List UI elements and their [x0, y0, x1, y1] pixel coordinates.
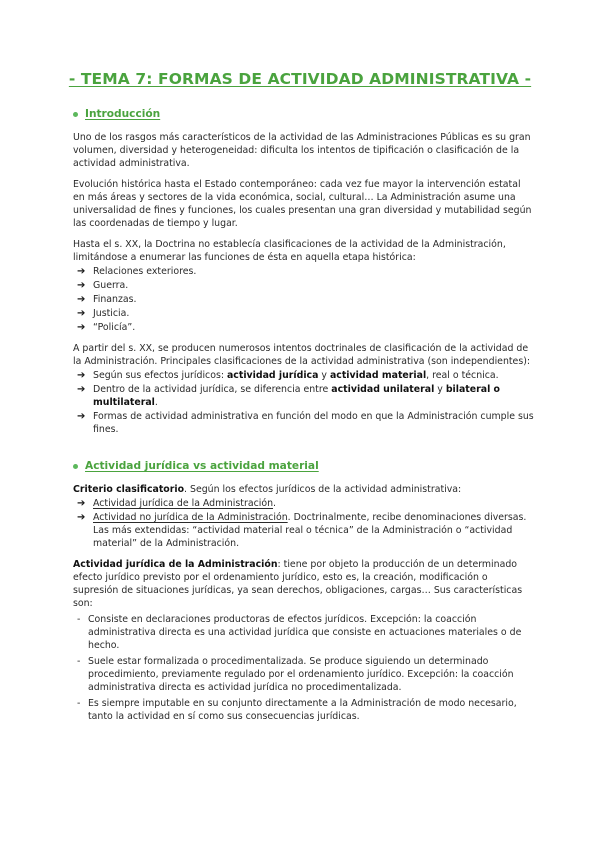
paragraph: A partir del s. XX, se producen numerosos intentos doctrinales de clasificación de la actividad de la Administración. Principales clasificaciones de la actividad administrativa (son independientes): [73, 343, 531, 367]
list-item: ➔ Finanzas. [77, 294, 137, 305]
classifications-list [73, 369, 535, 436]
list-item: - Es siempre imputable en su conjunto directamente a la Administración de modo necesario, tanto la actividad en sí como sus consecuencias jurídicas. [77, 698, 517, 722]
list-item: ➔ “Policía”. [77, 322, 136, 333]
list-item: ➔ Dentro de la actividad jurídica, se diferencia entre actividad unilateral y bilateral o multilateral. [77, 384, 500, 408]
arrow-right-icon: ➔ [77, 384, 86, 395]
arrow-right-icon: ➔ [77, 294, 86, 305]
section-heading-actividad [73, 460, 535, 473]
document-body [73, 108, 535, 731]
list-item: ➔ Actividad jurídica de la Administración. [77, 498, 276, 509]
arrow-right-icon: ➔ [77, 280, 86, 291]
paragraph: Actividad jurídica de la Administración: tiene por objeto la producción de un determinado efecto jurídico previsto por el ordenamiento jurídico, esto es, la creación, modificación o supresión de situaciones jurídicas, ya sean derechos, obligaciones, cargas… Sus características son: [73, 559, 523, 609]
features-list [73, 613, 535, 723]
list-item: - Consiste en declaraciones productoras de efectos jurídicos. Excepción: la coacción administrativa directa es una actividad jurídica que consiste en actuaciones materiales o de hecho. [77, 614, 522, 651]
functions-list [73, 265, 535, 334]
arrow-right-icon: ➔ [77, 266, 86, 277]
arrow-right-icon: ➔ [77, 512, 86, 523]
arrow-right-icon: ➔ [77, 370, 86, 381]
section-heading-label: Introducción [85, 108, 161, 120]
arrow-right-icon: ➔ [77, 308, 86, 319]
arrow-right-icon: ➔ [77, 322, 86, 333]
paragraph: Criterio clasificatorio. Según los efectos jurídicos de la actividad administrativa: [73, 484, 462, 495]
section-heading-introduccion [73, 108, 535, 121]
list-item: ➔ Guerra. [77, 280, 129, 291]
list-item: ➔ Formas de actividad administrativa en función del modo en que la Administración cumple sus fines. [77, 411, 534, 435]
paragraph: Uno de los rasgos más característicos de la actividad de las Administraciones Públicas es su gran volumen, diversidad y heterogeneidad: dificulta los intentos de tipificación o clasificación de la actividad administrativa. [73, 132, 531, 169]
list-item: ➔ Relaciones exteriores. [77, 266, 197, 277]
list-item: ➔ Justicia. [77, 308, 130, 319]
dot-icon [73, 464, 78, 469]
page-title: - TEMA 7: FORMAS DE ACTIVIDAD ADMINISTRATIVA - [68, 70, 532, 88]
section-heading-label: Actividad jurídica vs actividad material [85, 460, 319, 472]
types-list [73, 497, 535, 550]
dot-icon [73, 112, 78, 117]
arrow-right-icon: ➔ [77, 498, 86, 509]
list-item: - Suele estar formalizada o procedimentalizada. Se produce siguiendo un determinado procedimiento, previamente regulado por el ordenamiento jurídico. Excepción: la coacción administrativa directa es actividad jurídica no procedimentalizada. [77, 656, 514, 693]
paragraph: Evolución histórica hasta el Estado contemporáneo: cada vez fue mayor la intervención estatal en más áreas y sectores de la vida económica, social, cultural… La Administración asume una universalidad de fines y funciones, los cuales presentan una gran diversidad y mutabilidad según las coordenadas de tiempo y lugar. [73, 179, 532, 229]
paragraph: Hasta el s. XX, la Doctrina no establecía clasificaciones de la actividad de la Administración, limitándose a enumerar las funciones de ésta en aquella etapa histórica: [73, 239, 506, 263]
arrow-right-icon: ➔ [77, 411, 86, 422]
list-item: ➔ Actividad no jurídica de la Administración. Doctrinalmente, recibe denominaciones diversas. Las más extendidas: “actividad material real o técnica” de la Administración o “actividad material” de la Administración. [77, 512, 527, 549]
list-item: ➔ Según sus efectos jurídicos: actividad jurídica y actividad material, real o técnica. [77, 370, 499, 381]
